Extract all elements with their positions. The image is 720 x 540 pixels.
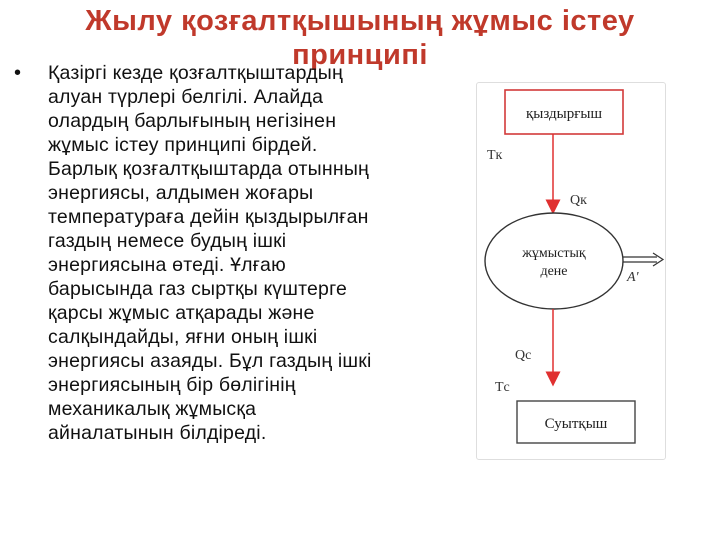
bullet-line: энергиясы азаяды. Бұл газдың ішкі — [48, 350, 372, 372]
heat-in-label: Qк — [570, 193, 587, 208]
bullet-paragraph — [48, 61, 448, 445]
bullet-line: температураға дейін қыздырылған — [48, 206, 369, 228]
working-body-label-line1: жұмыстық — [522, 246, 586, 261]
bullet-line: олардың барлығының негізінен — [48, 110, 337, 132]
bullet-line: салқындайды, яғни оның ішкі — [48, 326, 318, 348]
bullet-line: барысында газ сыртқы күштерге — [48, 278, 348, 300]
bullet-line: алуан түрлері белгілі. Алайда — [48, 86, 324, 108]
bullet-line: Қазіргі кезде қозғалтқыштардың — [48, 62, 343, 84]
bullet-line: айналатынын білдіреді. — [48, 422, 267, 444]
slide-title: Жылу қозғалтқышының жұмыс істеу принципі — [85, 5, 635, 71]
heat-out-label: Qс — [515, 348, 532, 363]
bullet-line: энергиясына өтеді. Ұлғаю — [48, 254, 286, 276]
bullet-line: жұмыс істеу принципі бірдей. — [48, 134, 318, 156]
heat-engine-diagram — [476, 82, 666, 460]
cold-temperature-label: Tс — [495, 380, 510, 395]
hot-temperature-label: Tк — [487, 148, 503, 163]
heat-engine-svg — [477, 83, 665, 459]
work-label: A' — [627, 270, 639, 285]
working-body-ellipse — [485, 213, 623, 309]
bullet-line: энергиясының бір бөлігінің — [48, 374, 296, 396]
working-body-label-line2: дене — [540, 264, 568, 279]
bullet-dot: • — [14, 62, 22, 84]
bullet-line: қарсы жұмыс атқарады және — [48, 302, 315, 324]
work-arrow-head — [653, 253, 663, 266]
heater-label: қыздырғыш — [525, 106, 603, 122]
cooler-label: Суытқыш — [544, 416, 608, 432]
bullet-line: механикалық жұмысқа — [48, 398, 257, 420]
bullet-line: Барлық қозғалтқыштарда отынның — [48, 158, 369, 180]
bullet-line: энергиясы, алдымен жоғары — [48, 182, 314, 204]
bullet-line: газдың немесе будың ішкі — [48, 230, 287, 252]
